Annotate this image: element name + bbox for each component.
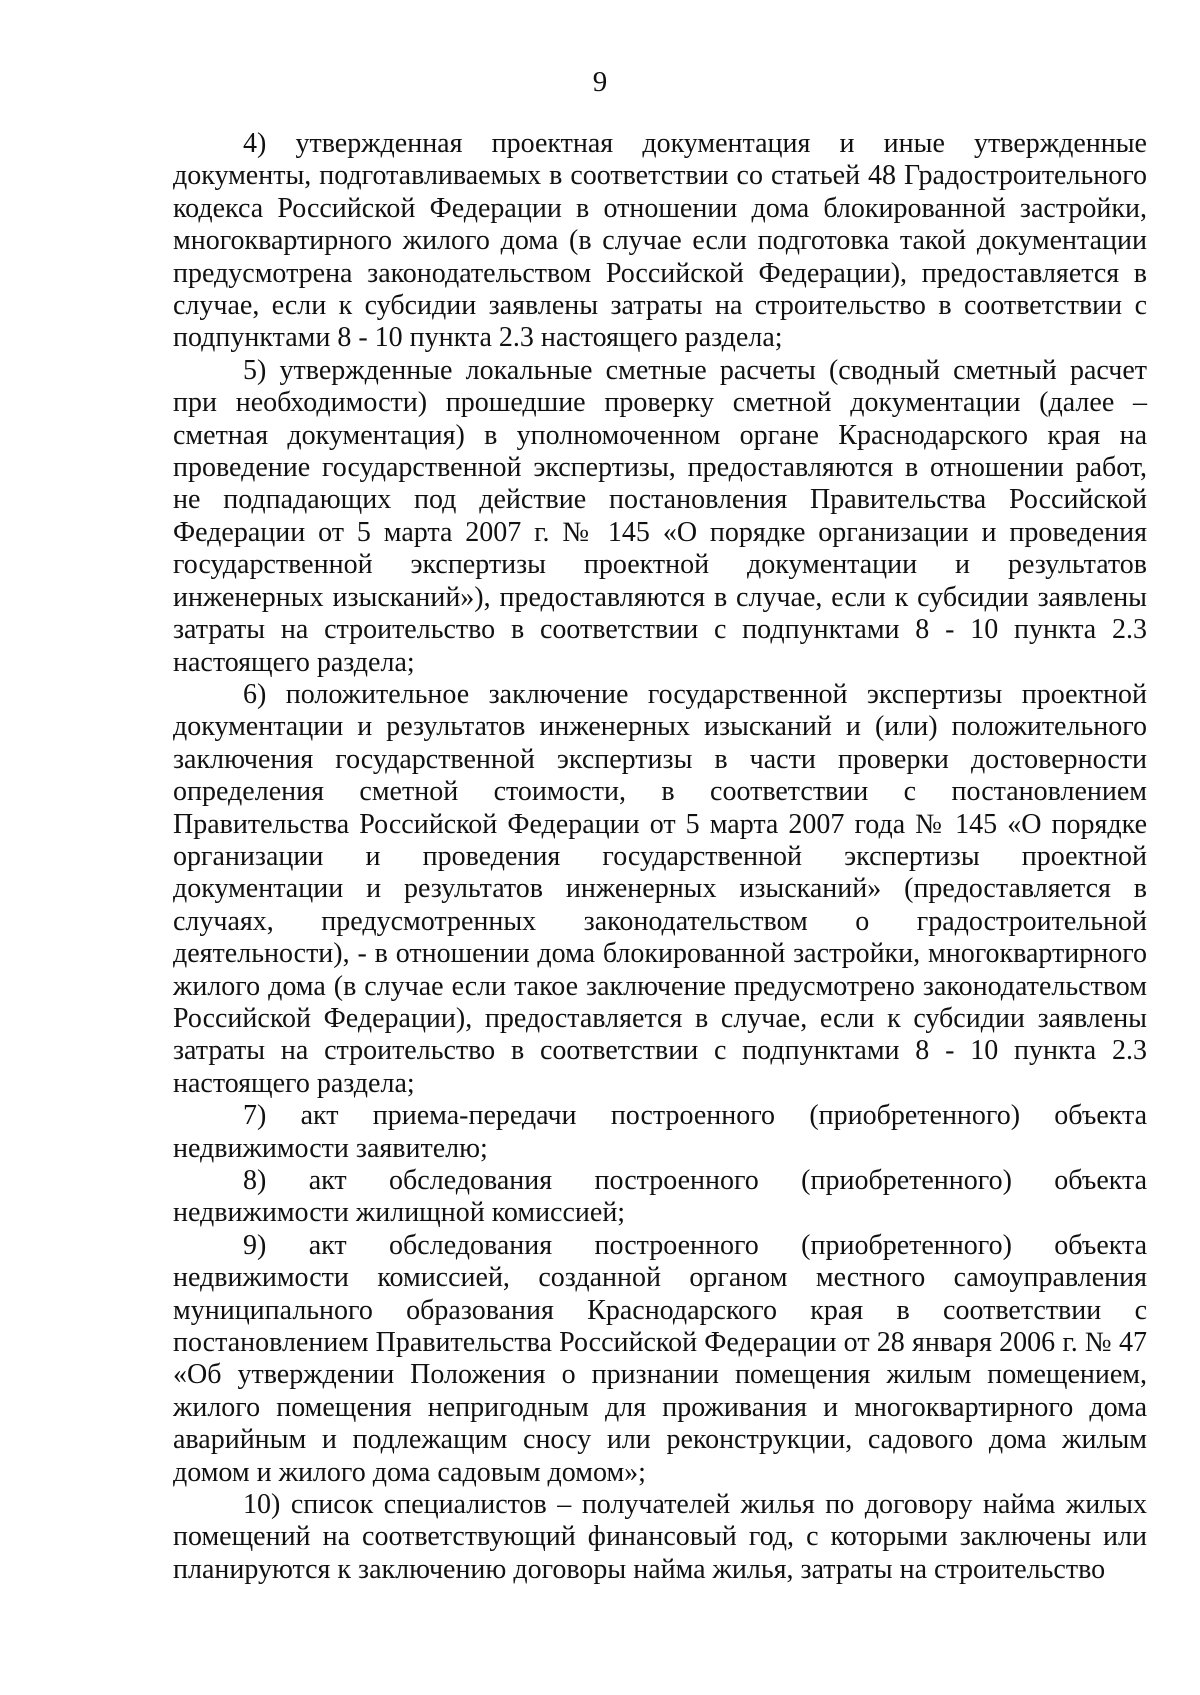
paragraph-item-10: 10) список специалистов – получателей жилья по договору найма жилых помещений на соответствующий финансовый год, с которыми заключены или планируются к заключению договоры найма жилья, затраты на строительство — [173, 1489, 1147, 1585]
page-number: 9 — [592, 66, 608, 98]
paragraph-item-5: 5) утвержденные локальные сметные расчеты (сводный сметный расчет при необходимости) прошедшие проверку сметной документации (далее – сметная документация) в уполномоченном органе Краснодарского края на проведение государственной экспертизы, предоставляются в отношении работ, не подпадающих под действие постановления Правительства Российской Федерации от 5 марта 2007 г. № 145 «О порядке организации и проведения государственной экспертизы проектной документации и результатов инженерных изысканий»), предоставляются в случае, если к субсидии заявлены затраты на строительство в соответствии с подпунктами 8 - 10 пункта 2.3 настоящего раздела; — [173, 354, 1147, 678]
document-body — [173, 128, 1147, 1586]
paragraph-item-8: 8) акт обследования построенного (приобретенного) объекта недвижимости жилищной комиссией; — [173, 1165, 1147, 1229]
paragraph-item-7: 7) акт приема-передачи построенного (приобретенного) объекта недвижимости заявителю; — [173, 1100, 1147, 1164]
paragraph-item-6: 6) положительное заключение государственной экспертизы проектной документации и результатов инженерных изысканий и (или) положительного заключения государственной экспертизы в части проверки достоверности определения сметной стоимости, в соответствии с постановлением Правительства Российской Федерации от 5 марта 2007 года № 145 «О порядке организации и проведения государственной экспертизы проектной документации и результатов инженерных изысканий» (предоставляется в случаях, предусмотренных законодательством о градостроительной деятельности), - в отношении дома блокированной застройки, многоквартирного жилого дома (в случае если такое заключение предусмотрено законодательством Российской Федерации), предоставляется в случае, если к субсидии заявлены затраты на строительство в соответствии с подпунктами 8 - 10 пункта 2.3 настоящего раздела; — [173, 678, 1147, 1099]
paragraph-item-4: 4) утвержденная проектная документация и иные утвержденные документы, подготавливаемых в соответствии со статьей 48 Градостроительного кодекса Российской Федерации в отношении дома блокированной застройки, многоквартирного жилого дома (в случае если подготовка такой документации предусмотрена законодательством Российской Федерации), предоставляется в случае, если к субсидии заявлены затраты на строительство в соответствии с подпунктами 8 - 10 пункта 2.3 настоящего раздела; — [173, 128, 1147, 354]
paragraph-item-9: 9) акт обследования построенного (приобретенного) объекта недвижимости комиссией, созданной органом местного самоуправления муниципального образования Краснодарского края в соответствии с постановлением Правительства Российской Федерации от 28 января 2006 г. № 47 «Об утверждении Положения о признании помещения жилым помещением, жилого помещения непригодным для проживания и многоквартирного дома аварийным и подлежащим сносу или реконструкции, садового дома жилым домом и жилого дома садовым домом»; — [173, 1229, 1147, 1488]
